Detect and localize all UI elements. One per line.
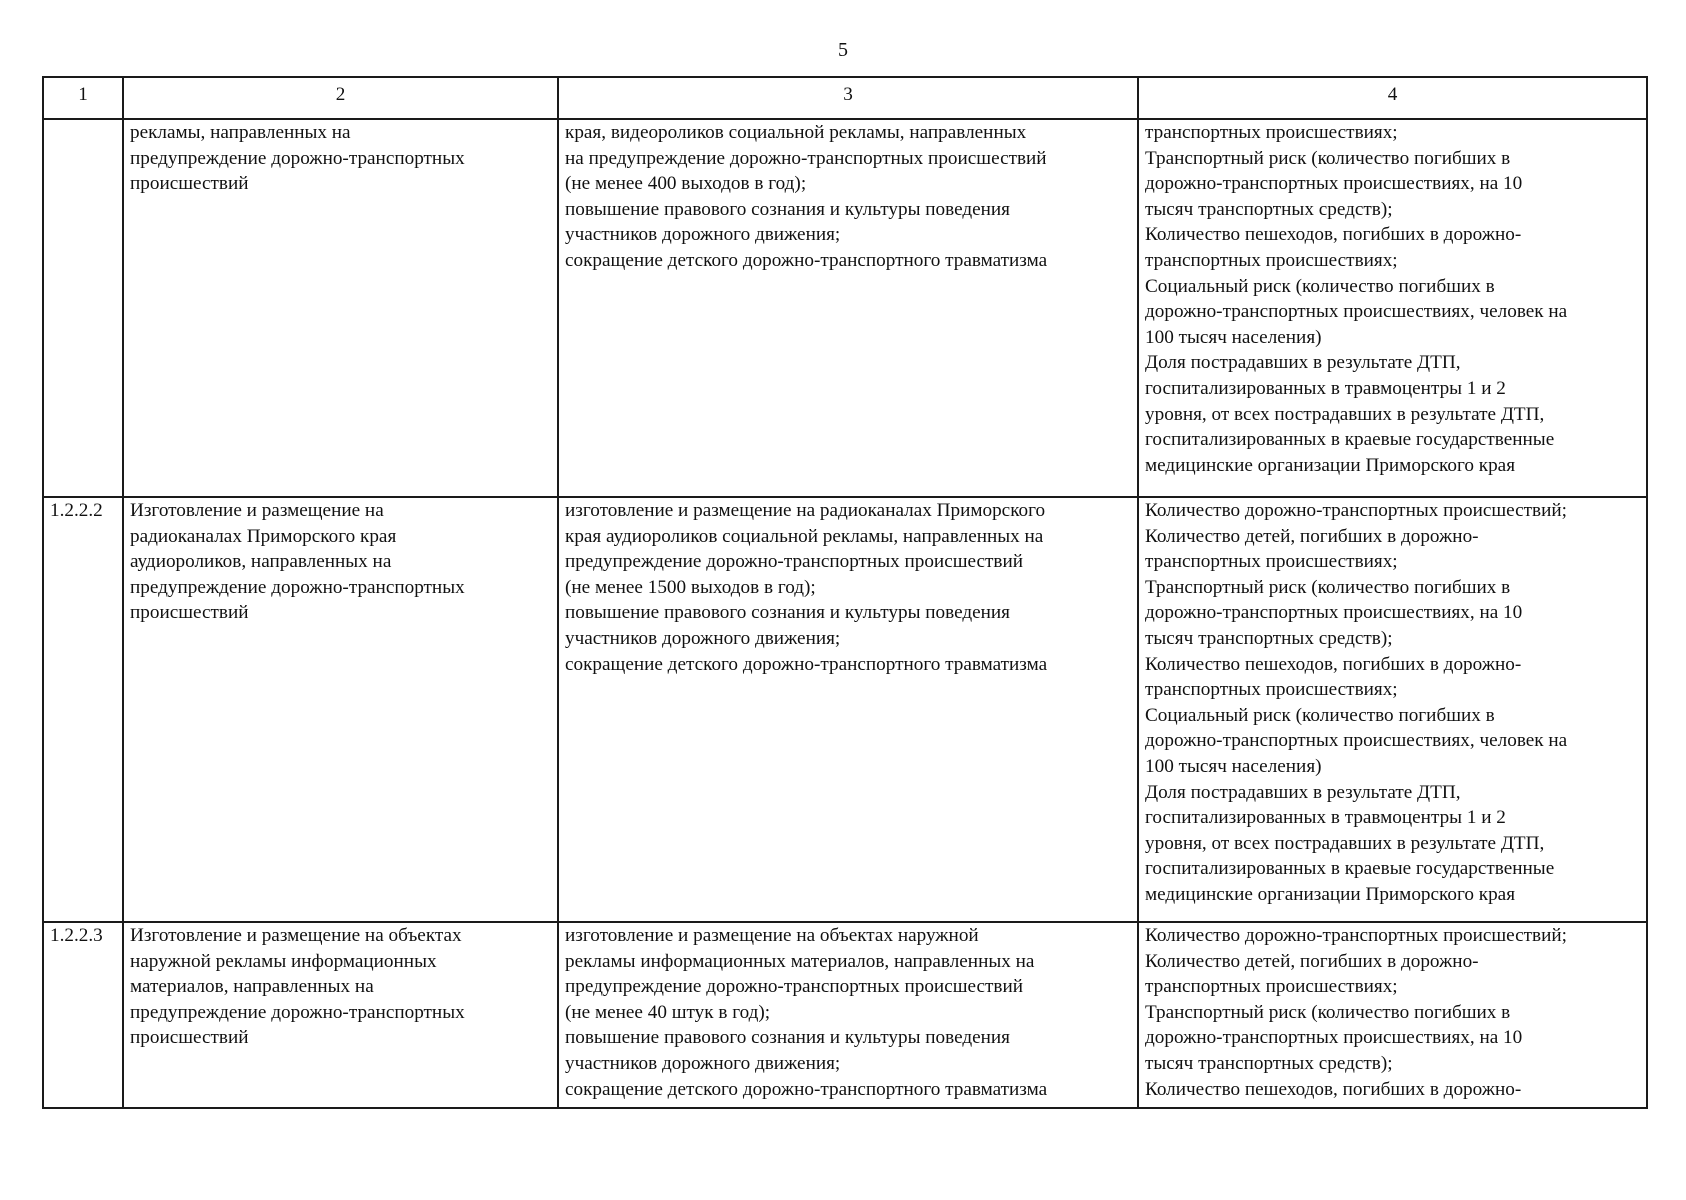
table-row (43, 922, 1647, 1108)
text-line: (не менее 40 штук в год); (565, 1001, 771, 1023)
header-col-4: 4 (1138, 77, 1647, 119)
text-line: транспортных происшествиях; (1145, 551, 1398, 573)
text-line: госпитализированных в травмоцентры 1 и 2 (1145, 377, 1506, 399)
text-line: изготовление и размещение на радиоканалах Приморского (565, 500, 1046, 521)
text-line: повышение правового сознания и культуры поведения (565, 602, 1010, 624)
text-line: Транспортный риск (количество погибших в (1145, 576, 1511, 598)
text-line: участников дорожного движения; (565, 627, 841, 649)
text-line: происшествий (130, 1027, 249, 1049)
text-line: Доля пострадавших в результате ДТП, (1145, 352, 1461, 374)
text-line: участников дорожного движения; (565, 224, 841, 246)
text-line: предупреждение дорожно-транспортных (130, 147, 465, 169)
text-line: медицинские организации Приморского края (1145, 454, 1516, 476)
text-line: повышение правового сознания и культуры поведения (565, 1027, 1010, 1049)
text-line: Количество детей, погибших в дорожно- (1145, 950, 1479, 972)
text-line: Количество дорожно-транспортных происшествий; (1145, 500, 1567, 521)
header-col-2: 2 (123, 77, 558, 119)
header-col-1: 1 (43, 77, 123, 119)
text-line: тысяч транспортных средств); (1145, 198, 1393, 220)
text-line: тысяч транспортных средств); (1145, 1052, 1393, 1074)
text-line: госпитализированных в краевые государственные (1145, 429, 1555, 451)
text-line: медицинские организации Приморского края (1145, 883, 1516, 905)
text-line: происшествий (130, 602, 249, 624)
text-line: Транспортный риск (количество погибших в (1145, 147, 1511, 169)
row-number: 1.2.2.3 (43, 922, 123, 1108)
text-line: дорожно-транспортных происшествиях, человек на (1145, 301, 1568, 323)
text-line: сокращение детского дорожно-транспортного травматизма (565, 249, 1048, 271)
text-line: сокращение детского дорожно-транспортного травматизма (565, 653, 1048, 675)
text-line: Количество дорожно-транспортных происшествий; (1145, 925, 1567, 946)
text-line: участников дорожного движения; (565, 1052, 841, 1074)
text-line: предупреждение дорожно-транспортных (130, 1001, 465, 1023)
text-line: госпитализированных в краевые государственные (1145, 858, 1555, 880)
text-line: рекламы, направленных на (130, 122, 351, 143)
activity-name-cell (123, 119, 558, 497)
text-line: транспортных происшествиях; (1145, 679, 1398, 701)
text-line: (не менее 400 выходов в год); (565, 173, 807, 195)
program-table (42, 76, 1648, 1109)
text-line: госпитализированных в травмоцентры 1 и 2 (1145, 807, 1506, 829)
text-line: транспортных происшествиях; (1145, 976, 1398, 998)
text-line: края, видеороликов социальной рекламы, направленных (565, 122, 1027, 143)
row-number: 1.2.2.2 (43, 497, 123, 922)
text-line: уровня, от всех пострадавших в результате ДТП, (1145, 832, 1545, 854)
text-line: на предупреждение дорожно-транспортных происшествий (565, 147, 1047, 169)
text-line: Доля пострадавших в результате ДТП, (1145, 781, 1461, 803)
activity-name-cell (123, 922, 558, 1108)
text-line: Социальный риск (количество погибших в (1145, 704, 1495, 726)
text-line: Транспортный риск (количество погибших в (1145, 1001, 1511, 1023)
text-line: Количество пешеходов, погибших в дорожно- (1145, 224, 1522, 246)
text-line: рекламы информационных материалов, направленных на (565, 950, 1035, 972)
text-line: Изготовление и размещение на объектах (130, 925, 462, 946)
text-line: предупреждение дорожно-транспортных происшествий (565, 551, 1023, 573)
expected-results-cell (558, 922, 1138, 1108)
text-line: Социальный риск (количество погибших в (1145, 275, 1495, 297)
text-line: изготовление и размещение на объектах наружной (565, 925, 979, 946)
row-number (43, 119, 123, 497)
text-line: Количество детей, погибших в дорожно- (1145, 525, 1479, 547)
text-line: края аудиороликов социальной рекламы, направленных на (565, 525, 1044, 547)
table-row (43, 497, 1647, 922)
text-line: дорожно-транспортных происшествиях, на 10 (1145, 1027, 1523, 1049)
text-line: тысяч транспортных средств); (1145, 627, 1393, 649)
text-line: 100 тысяч населения) (1145, 326, 1322, 348)
text-line: дорожно-транспортных происшествиях, на 10 (1145, 173, 1523, 195)
text-line: Количество пешеходов, погибших в дорожно- (1145, 1078, 1522, 1100)
text-line: аудиороликов, направленных на (130, 551, 392, 573)
indicators-cell (1138, 119, 1647, 497)
text-line: происшествий (130, 173, 249, 195)
text-line: дорожно-транспортных происшествиях, на 10 (1145, 602, 1523, 624)
text-line: повышение правового сознания и культуры поведения (565, 198, 1010, 220)
text-line: транспортных происшествиях; (1145, 122, 1398, 143)
expected-results-cell (558, 497, 1138, 922)
header-col-3: 3 (558, 77, 1138, 119)
text-line: Изготовление и размещение на (130, 500, 384, 521)
text-line: уровня, от всех пострадавших в результате ДТП, (1145, 403, 1545, 425)
text-line: дорожно-транспортных происшествиях, человек на (1145, 730, 1568, 752)
expected-results-cell (558, 119, 1138, 497)
header-row (43, 77, 1647, 119)
text-line: предупреждение дорожно-транспортных (130, 576, 465, 598)
activity-name-cell (123, 497, 558, 922)
text-line: 100 тысяч населения) (1145, 755, 1322, 777)
text-line: сокращение детского дорожно-транспортного травматизма (565, 1078, 1048, 1100)
text-line: материалов, направленных на (130, 976, 374, 998)
text-line: наружной рекламы информационных (130, 950, 437, 972)
table-row (43, 119, 1647, 497)
text-line: радиоканалах Приморского края (130, 525, 397, 547)
indicators-cell (1138, 497, 1647, 922)
text-line: (не менее 1500 выходов в год); (565, 576, 816, 598)
text-line: транспортных происшествиях; (1145, 249, 1398, 271)
text-line: предупреждение дорожно-транспортных происшествий (565, 976, 1023, 998)
page-number: 5 (838, 39, 848, 61)
indicators-cell (1138, 922, 1647, 1108)
text-line: Количество пешеходов, погибших в дорожно- (1145, 653, 1522, 675)
